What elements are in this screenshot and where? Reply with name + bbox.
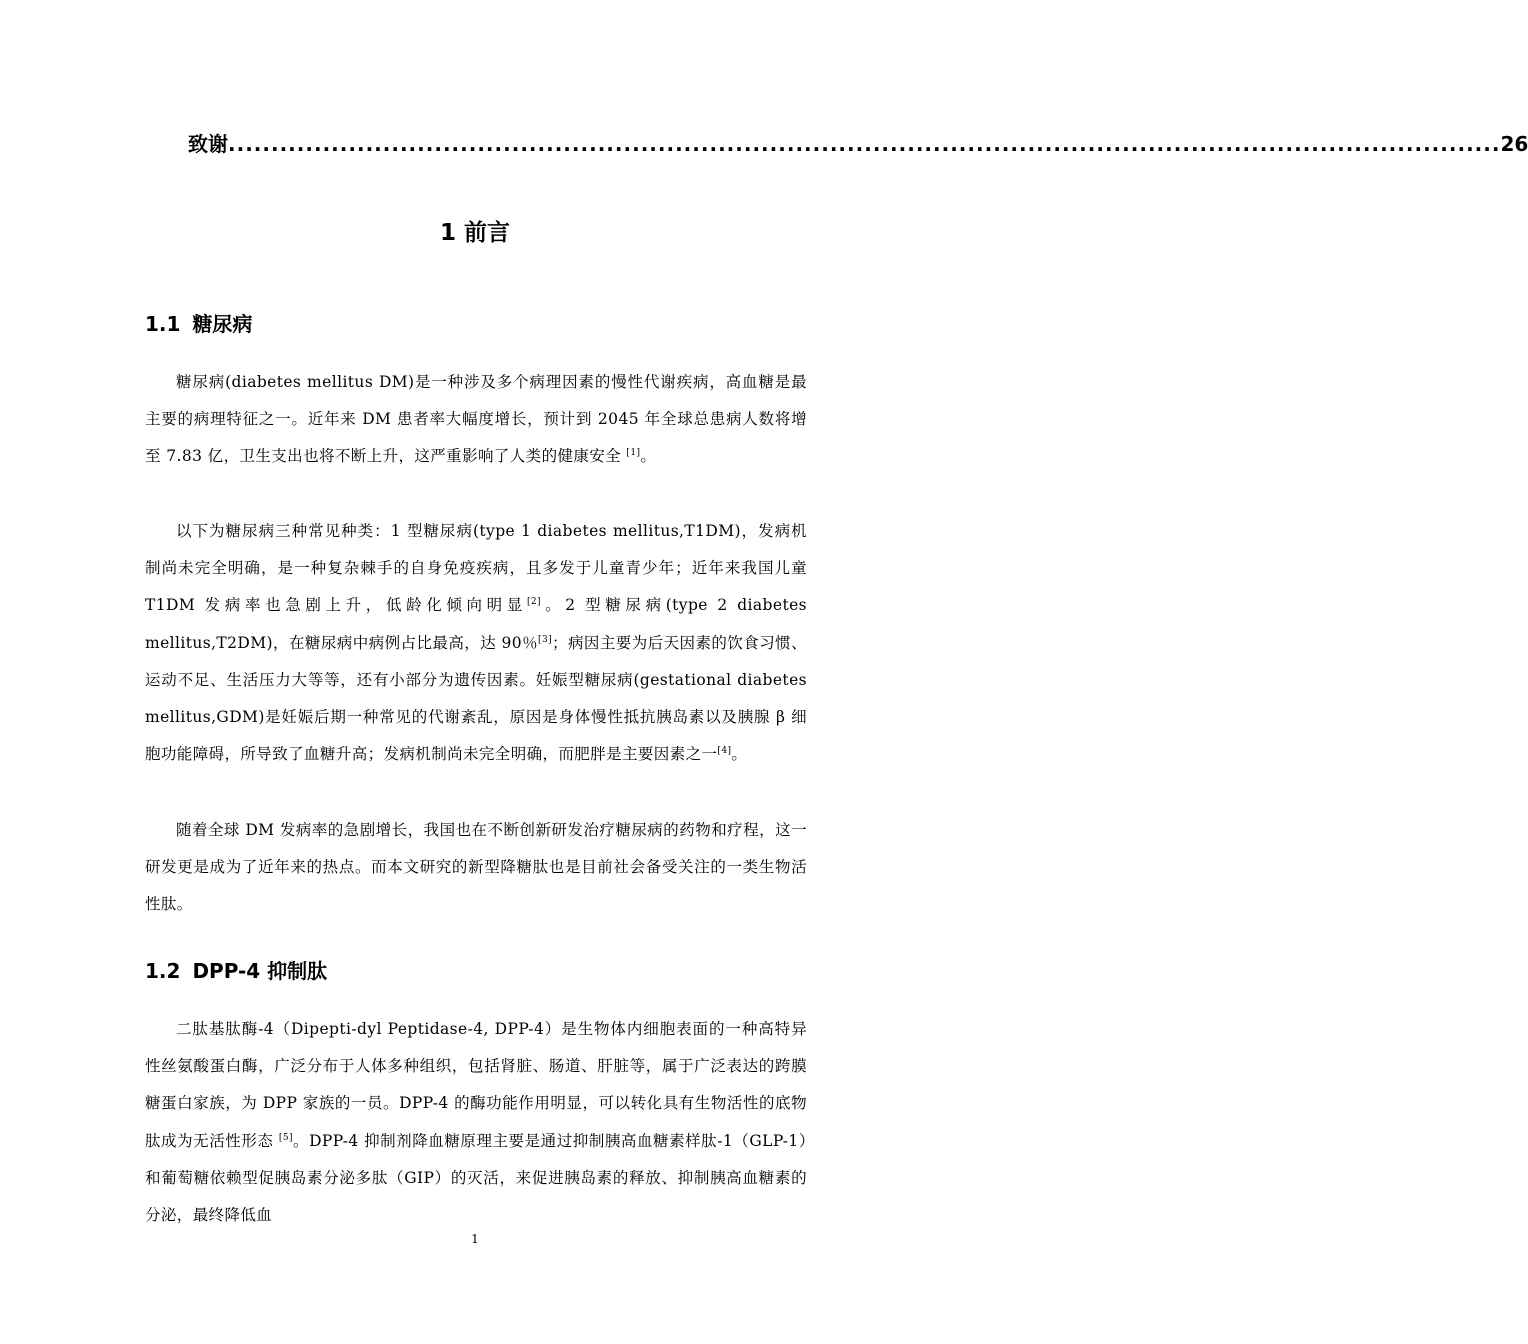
citation-ref[interactable]: [5] bbox=[278, 1132, 293, 1143]
paragraph-diabetes-intro bbox=[145, 364, 807, 476]
section-title-text: 糖尿病 bbox=[192, 312, 253, 336]
section-heading-dpp4 bbox=[145, 955, 327, 984]
paragraph-text: ；病因主要为后天因素的饮食习惯、运动不足、生活压力大等等，还有小部分为遗传因素。妊娠型糖尿病(gestational diabetes mellitus,GDM)是妊娠后期一种常见的代谢紊乱，原因是身体慢性抵抗胰岛素以及胰腺 β 细胞功能障碍，所导致了血糖升高；发病机制尚未完全明确，而肥胖是主要因素之一 bbox=[145, 633, 807, 764]
paragraph-diabetes-types bbox=[145, 513, 807, 773]
section-title-text: DPP-4 抑制肽 bbox=[192, 959, 328, 983]
citation-ref[interactable]: [4] bbox=[717, 746, 732, 757]
paragraph-text: 以下为糖尿病三种常见种类：1 型糖尿病(type 1 diabetes mellitus,T1DM)，发病机制尚未完全明确，是一种复杂棘手的自身免疫疾病，且多发于儿童青少年；近年来我国儿童 T1DM 发病率也急剧上升，低龄化倾向明显 bbox=[145, 522, 807, 615]
toc-entry-page-number: 26 bbox=[1500, 132, 1528, 156]
paragraph-text: 糖尿病(diabetes mellitus DM)是一种涉及多个病理因素的慢性代谢疾病，高血糖是最主要的病理特征之一。近年来 DM 患者率大幅度增长，预计到 2045 年全球总患病人数将增至 7.83 亿，卫生支出也将不断上升，这严重影响了人类的健康安全 bbox=[145, 373, 807, 466]
paragraph-dpp4-intro bbox=[145, 1011, 807, 1234]
citation-ref[interactable]: [2] bbox=[526, 597, 541, 608]
citation-ref[interactable]: [1] bbox=[626, 448, 641, 459]
toc-entry-label: 致谢 bbox=[188, 132, 228, 156]
paragraph-diabetes-research bbox=[145, 812, 807, 924]
paragraph-text: 。 bbox=[640, 447, 657, 466]
toc-leader-dots: .................................................................................................................................................... bbox=[228, 132, 1501, 156]
section-heading-diabetes bbox=[145, 308, 252, 337]
paragraph-text: 。DPP-4 抑制剂降血糖原理主要是通过抑制胰高血糖素样肽-1（GLP-1）和葡萄糖依赖型促胰岛素分泌多肽（GIP）的灭活，来促进胰岛素的释放、抑制胰高血糖素的分泌，最终降低血 bbox=[145, 1131, 807, 1225]
chapter-title: 1 前言 bbox=[439, 220, 510, 246]
section-number: 1.2 bbox=[145, 959, 181, 983]
paragraph-text: 。2 型糖尿病(type 2 diabetes mellitus,T2DM)，在糖尿病中病例占比最高，达 90％ bbox=[145, 596, 808, 652]
paragraph-text: 二肽基肽酶-4（Dipepti-dyl Peptidase-4, DPP-4）是生物体内细胞表面的一种高特异性丝氨酸蛋白酶，广泛分布于人体多种组织，包括肾脏、肠道、肝脏等，属于广泛表达的跨膜糖蛋白家族，为 DPP 家族的一员。DPP-4 的酶功能作用明显，可以转化具有生物活性的底物肽成为无活性形态 bbox=[145, 1020, 807, 1150]
citation-ref[interactable]: [3] bbox=[538, 634, 552, 645]
section-number: 1.1 bbox=[145, 312, 181, 336]
page-number: 1 bbox=[471, 1232, 479, 1246]
toc-entry-acknowledgements[interactable] bbox=[188, 128, 1528, 157]
paragraph-text: 。 bbox=[731, 745, 748, 764]
paragraph-text: 随着全球 DM 发病率的急剧增长，我国也在不断创新研发治疗糖尿病的药物和疗程，这一研发更是成为了近年来的热点。而本文研究的新型降糖肽也是目前社会备受关注的一类生物活性肽。 bbox=[145, 821, 807, 914]
